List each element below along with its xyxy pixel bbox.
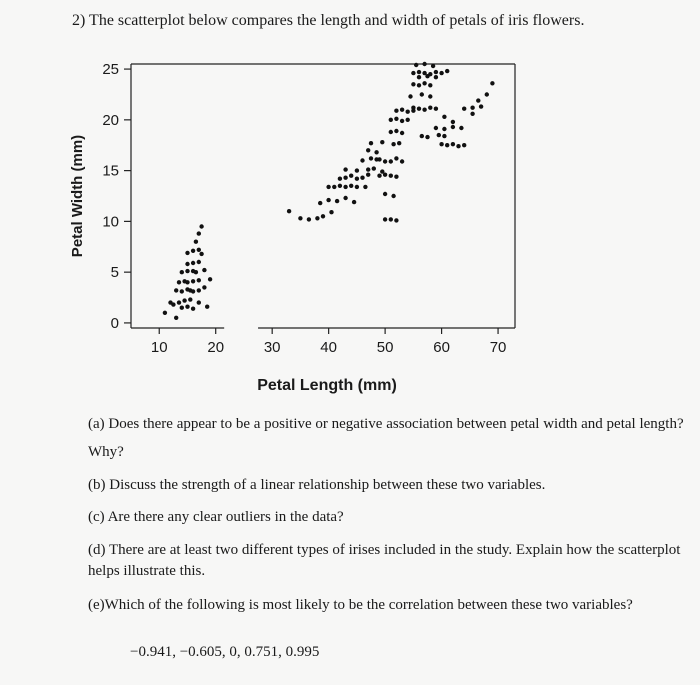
data-point [406, 110, 410, 114]
data-point [462, 107, 466, 111]
data-point [422, 81, 426, 85]
y-tick-label: 0 [110, 314, 119, 332]
data-point [329, 210, 333, 214]
question-a: (a) Does there appear to be a positive or negative association between petal width and petal length? Why? [88, 416, 684, 460]
data-point [182, 298, 186, 302]
data-point [383, 159, 387, 163]
data-point [191, 307, 195, 311]
x-tick-label: 40 [320, 339, 337, 356]
data-point [171, 302, 175, 306]
data-point [177, 280, 181, 284]
data-point [360, 176, 364, 180]
data-point [411, 106, 415, 110]
data-point [188, 297, 192, 301]
data-point [451, 142, 455, 146]
data-point [185, 305, 189, 309]
data-point [185, 262, 189, 266]
data-point [400, 119, 404, 123]
data-point [406, 118, 410, 122]
data-point [338, 184, 342, 188]
data-point [383, 173, 387, 177]
data-point [185, 251, 189, 255]
data-point [197, 288, 201, 292]
x-tick-label: 50 [376, 339, 394, 356]
question-b: (b) Discuss the strength of a linear relationship between these two variables. [88, 477, 546, 493]
x-axis-label: Petal Length (mm) [257, 377, 397, 394]
data-point [389, 174, 393, 178]
question-c: (c) Are there any clear outliers in the data? [88, 509, 344, 525]
data-point [366, 173, 370, 177]
data-point [439, 142, 443, 146]
data-point [451, 120, 455, 124]
data-point [417, 70, 421, 74]
data-point [417, 83, 421, 87]
data-point [394, 117, 398, 121]
data-point [428, 94, 432, 98]
data-point [394, 175, 398, 179]
data-point [456, 144, 460, 148]
data-point [397, 141, 401, 145]
data-point [490, 81, 494, 85]
data-point [191, 279, 195, 283]
y-axis-ticks [102, 61, 131, 332]
data-point [389, 159, 393, 163]
x-tick-label: 10 [150, 339, 168, 356]
data-point [197, 260, 201, 264]
data-point [394, 129, 398, 133]
data-point [420, 92, 424, 96]
data-point [408, 94, 412, 98]
y-tick-label: 15 [102, 162, 119, 180]
data-point [470, 106, 474, 110]
data-point [445, 143, 449, 147]
data-point [343, 196, 347, 200]
data-point [400, 131, 404, 135]
y-tick-label: 10 [102, 213, 119, 231]
data-points [163, 62, 495, 320]
data-point [185, 269, 189, 273]
data-point [343, 185, 347, 189]
data-point [459, 126, 463, 130]
data-point [349, 174, 353, 178]
x-tick-label: 20 [207, 339, 225, 356]
data-point [422, 71, 426, 75]
data-point [180, 270, 184, 274]
data-point [174, 288, 178, 292]
data-point [360, 158, 364, 162]
data-point [389, 130, 393, 134]
data-point [391, 194, 395, 198]
question-title: 2) The scatterplot below compares the length and width of petals of iris flowers. [72, 12, 585, 29]
data-point [180, 289, 184, 293]
data-point [194, 270, 198, 274]
data-point [434, 107, 438, 111]
y-tick-label: 5 [110, 264, 119, 282]
data-point [202, 268, 206, 272]
data-point [287, 209, 291, 213]
data-point [389, 217, 393, 221]
y-tick-label: 25 [102, 61, 119, 79]
data-point [431, 64, 435, 68]
data-point [383, 217, 387, 221]
data-point [180, 306, 184, 310]
data-point [428, 106, 432, 110]
data-point [315, 216, 319, 220]
data-point [191, 289, 195, 293]
data-point [434, 70, 438, 74]
data-point [445, 69, 449, 73]
data-point [434, 75, 438, 79]
data-point [163, 311, 167, 315]
data-point [400, 108, 404, 112]
data-point [321, 214, 325, 218]
data-point [355, 168, 359, 172]
data-point [425, 135, 429, 139]
data-point [380, 140, 384, 144]
data-point [349, 184, 353, 188]
data-point [177, 300, 181, 304]
data-point [442, 134, 446, 138]
data-point [202, 285, 206, 289]
data-point [394, 156, 398, 160]
data-point [470, 112, 474, 116]
data-point [338, 177, 342, 181]
data-point [369, 156, 373, 160]
data-point [326, 198, 330, 202]
data-point [343, 176, 347, 180]
data-point [197, 231, 201, 235]
data-point [197, 300, 201, 304]
data-point [208, 277, 212, 281]
scatterplot [0, 40, 700, 400]
data-point [428, 83, 432, 87]
data-point [479, 104, 483, 108]
data-point [377, 174, 381, 178]
data-point [391, 142, 395, 146]
data-point [197, 248, 201, 252]
data-point [174, 316, 178, 320]
data-point [428, 72, 432, 76]
data-point [442, 127, 446, 131]
data-point [383, 192, 387, 196]
data-point [298, 216, 302, 220]
data-point [400, 159, 404, 163]
data-point [434, 126, 438, 130]
data-point [422, 108, 426, 112]
question-d: (d) There are at least two different types of irises included in the study. Explain how the scatterplot helps illustrate this. [88, 542, 681, 579]
x-tick-label: 70 [489, 339, 507, 356]
y-tick-label: 20 [102, 111, 119, 129]
data-point [422, 62, 426, 66]
data-point [394, 109, 398, 113]
data-point [417, 107, 421, 111]
data-point [197, 278, 201, 282]
data-point [476, 98, 480, 102]
data-point [439, 71, 443, 75]
data-point [366, 148, 370, 152]
data-point [355, 185, 359, 189]
y-axis-label: Petal Width (mm) [69, 134, 86, 258]
data-point [411, 71, 415, 75]
data-point [335, 199, 339, 203]
data-point [343, 167, 347, 171]
data-point [451, 125, 455, 129]
data-point [394, 218, 398, 222]
data-point [366, 167, 370, 171]
data-point [377, 157, 381, 161]
data-point [194, 240, 198, 244]
data-point [411, 82, 415, 86]
data-point [191, 249, 195, 253]
data-point [389, 118, 393, 122]
data-point [414, 63, 418, 67]
data-point [485, 92, 489, 96]
question-e: (e)Which of the following is most likely to be the correlation between these two variables? [88, 597, 633, 613]
data-point [363, 185, 367, 189]
data-point [318, 201, 322, 205]
data-point [332, 185, 336, 189]
data-point [191, 261, 195, 265]
x-axis-ticks [151, 328, 507, 356]
data-point [199, 224, 203, 228]
data-point [369, 141, 373, 145]
data-point [352, 200, 356, 204]
data-point [355, 177, 359, 181]
data-point [326, 185, 330, 189]
data-point [442, 115, 446, 119]
data-point [199, 252, 203, 256]
data-point [437, 133, 441, 137]
x-tick-label: 30 [263, 339, 281, 356]
data-point [205, 305, 209, 309]
data-point [420, 134, 424, 138]
data-point [417, 75, 421, 79]
data-point [372, 166, 376, 170]
x-tick-label: 60 [433, 339, 450, 356]
data-point [374, 150, 378, 154]
data-point [307, 217, 311, 221]
correlation-choices: −0.941, −0.605, 0, 0.751, 0.995 [130, 644, 320, 660]
data-point [185, 280, 189, 284]
data-point [462, 143, 466, 147]
